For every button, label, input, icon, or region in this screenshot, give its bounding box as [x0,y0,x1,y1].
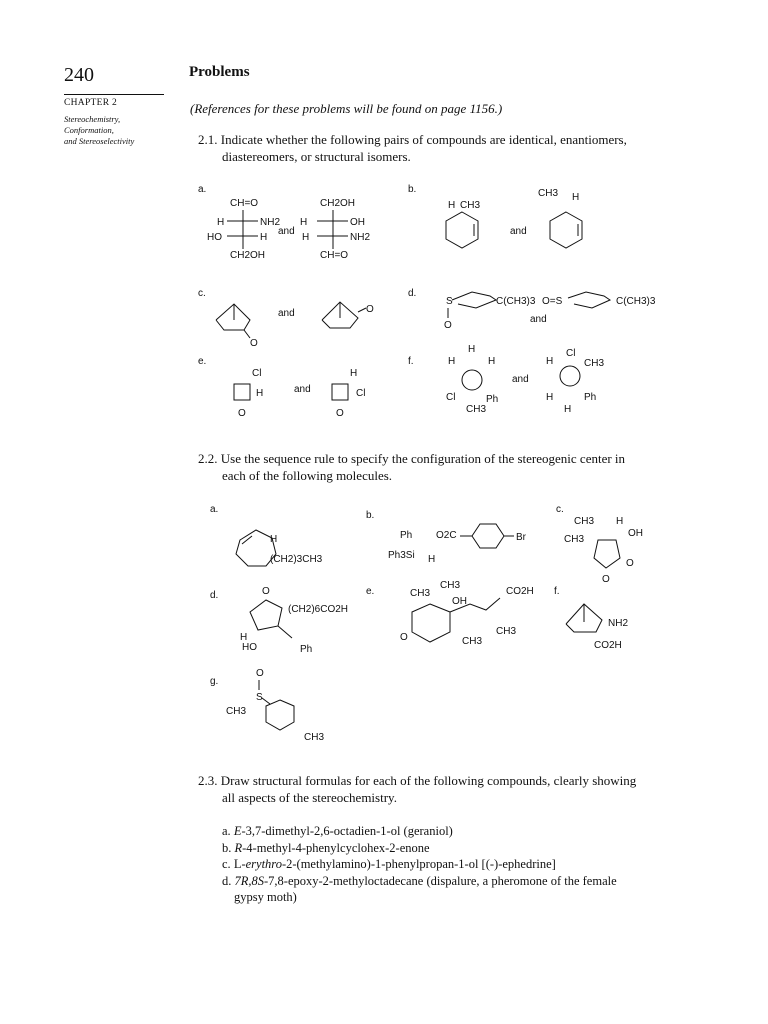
svg-text:CH3: CH3 [304,732,325,743]
problem-2-3-list [222,823,672,906]
svg-text:H: H [488,356,496,367]
svg-text:CH3: CH3 [410,588,431,599]
label-2-1-e: e. [198,356,207,367]
list-item: gypsy moth) [234,890,297,904]
svg-text:Ph3Si: Ph3Si [388,550,415,561]
svg-text:HO: HO [242,642,257,653]
svg-text:CH3: CH3 [584,358,605,369]
svg-text:(CH2)6CO2H: (CH2)6CO2H [288,604,349,615]
svg-text:H: H [546,392,554,403]
svg-text:Br: Br [516,532,526,543]
label-2-2-e: e. [366,586,375,597]
svg-text:H: H [546,356,554,367]
svg-text:H: H [260,232,268,243]
label-2-1-a: a. [198,184,207,195]
list-item: b. R-4-methyl-4-phenylcyclohex-2-enone [222,840,430,855]
svg-text:CH3: CH3 [574,516,595,527]
svg-text:CH3: CH3 [466,404,487,415]
section-title: Problems [189,64,250,80]
svg-text:CO2H: CO2H [506,586,534,597]
svg-text:S: S [446,296,453,307]
svg-text:and: and [294,384,311,395]
svg-text:H: H [428,554,436,565]
svg-text:O: O [238,408,246,419]
svg-text:H: H [270,534,278,545]
label-2-1-b: b. [408,184,417,195]
svg-text:H: H [564,404,572,415]
svg-text:H: H [300,217,308,228]
svg-text:S: S [256,692,263,703]
svg-text:CH=O: CH=O [230,198,259,209]
svg-text:Cl: Cl [356,388,366,399]
problem-2-1-text: 2.1. Indicate whether the following pairs of compounds are identical, enantiomers, diastereomers, or structural isomers. [198,132,627,164]
problem-2-3-text: 2.3. Draw structural formulas for each of the following compounds, clearly showing all aspects of the stereochemistry. [198,773,637,805]
svg-text:H: H [217,217,225,228]
svg-text:CH2OH: CH2OH [230,250,266,261]
svg-text:O: O [336,408,344,419]
svg-text:CH3: CH3 [440,580,461,591]
svg-text:O: O [262,586,270,597]
svg-text:C(CH3)3: C(CH3)3 [496,296,536,307]
svg-text:CO2H: CO2H [594,640,622,651]
svg-text:Cl: Cl [566,348,576,359]
problem-2-2-structures [200,500,700,750]
problem-2-1-structures [190,180,690,430]
problem-2-2-text: 2.2. Use the sequence rule to specify the configuration of the stereogenic center in each of the following molecules. [198,451,626,483]
svg-text:and: and [278,308,295,319]
svg-text:H: H [240,632,248,643]
svg-text:NH2: NH2 [608,618,629,629]
list-item: d. 7R,8S-7,8-epoxy-2-methyloctadecane (dispalure, a pheromone of the female [222,873,617,888]
svg-text:H: H [448,200,456,211]
svg-text:O2C: O2C [436,530,457,541]
svg-text:H: H [256,388,264,399]
svg-text:Ph: Ph [584,392,597,403]
svg-text:Cl: Cl [446,392,456,403]
page-number: 240 [64,64,94,86]
svg-text:Ph: Ph [486,394,499,405]
svg-text:O: O [626,558,634,569]
svg-text:H: H [302,232,310,243]
label-2-2-c: c. [556,504,564,515]
label-2-1-c: c. [198,288,206,299]
label-2-2-b: b. [366,510,375,521]
svg-text:CH3: CH3 [538,188,559,199]
svg-text:CH3: CH3 [226,706,247,717]
label-2-1-f: f. [408,356,414,367]
svg-text:O: O [400,632,408,643]
svg-text:CH3: CH3 [496,626,517,637]
svg-text:(CH2)3CH3: (CH2)3CH3 [270,554,323,565]
label-2-1-d: d. [408,288,417,299]
header-rule [64,94,164,95]
svg-text:CH3: CH3 [462,636,483,647]
svg-text:H: H [468,344,476,355]
list-item: c. L-erythro-2-(methylamino)-1-phenylpropan-1-ol [(-)-ephedrine] [222,857,556,871]
svg-text:H: H [350,368,358,379]
label-2-2-g: g. [210,676,219,687]
svg-text:OH: OH [452,596,467,607]
label-2-2-d: d. [210,590,219,601]
svg-text:NH2: NH2 [350,232,371,243]
svg-text:O: O [366,304,374,315]
svg-text:O: O [444,320,452,331]
svg-text:C(CH3)3: C(CH3)3 [616,296,656,307]
svg-text:OH: OH [628,528,643,539]
svg-text:H: H [448,356,456,367]
chapter-label: CHAPTER 2 [64,98,118,108]
svg-text:Ph: Ph [300,644,313,655]
svg-text:CH2OH: CH2OH [320,198,356,209]
svg-text:O=S: O=S [542,296,563,307]
chapter-subtitle: Stereochemistry, Conformation, and Stereoselectivity [64,114,135,146]
svg-text:O: O [256,668,264,679]
label-2-2-a: a. [210,504,219,515]
svg-text:OH: OH [350,217,365,228]
svg-text:Cl: Cl [252,368,262,379]
svg-text:Ph: Ph [400,530,413,541]
svg-text:O: O [602,574,610,585]
and-a: and [278,226,295,237]
svg-text:H: H [572,192,580,203]
svg-text:and: and [510,226,527,237]
svg-text:HO: HO [207,232,222,243]
svg-text:CH3: CH3 [460,200,481,211]
svg-text:O: O [250,338,258,349]
svg-text:CH=O: CH=O [320,250,349,261]
list-item: a. E-3,7-dimethyl-2,6-octadien-1-ol (geraniol) [222,824,453,838]
svg-text:H: H [616,516,624,527]
svg-text:and: and [512,374,529,385]
svg-text:NH2: NH2 [260,217,281,228]
svg-text:and: and [530,314,547,325]
label-2-2-f: f. [554,586,560,597]
references-note: (References for these problems will be found on page 1156.) [190,101,503,116]
svg-text:CH3: CH3 [564,534,585,545]
